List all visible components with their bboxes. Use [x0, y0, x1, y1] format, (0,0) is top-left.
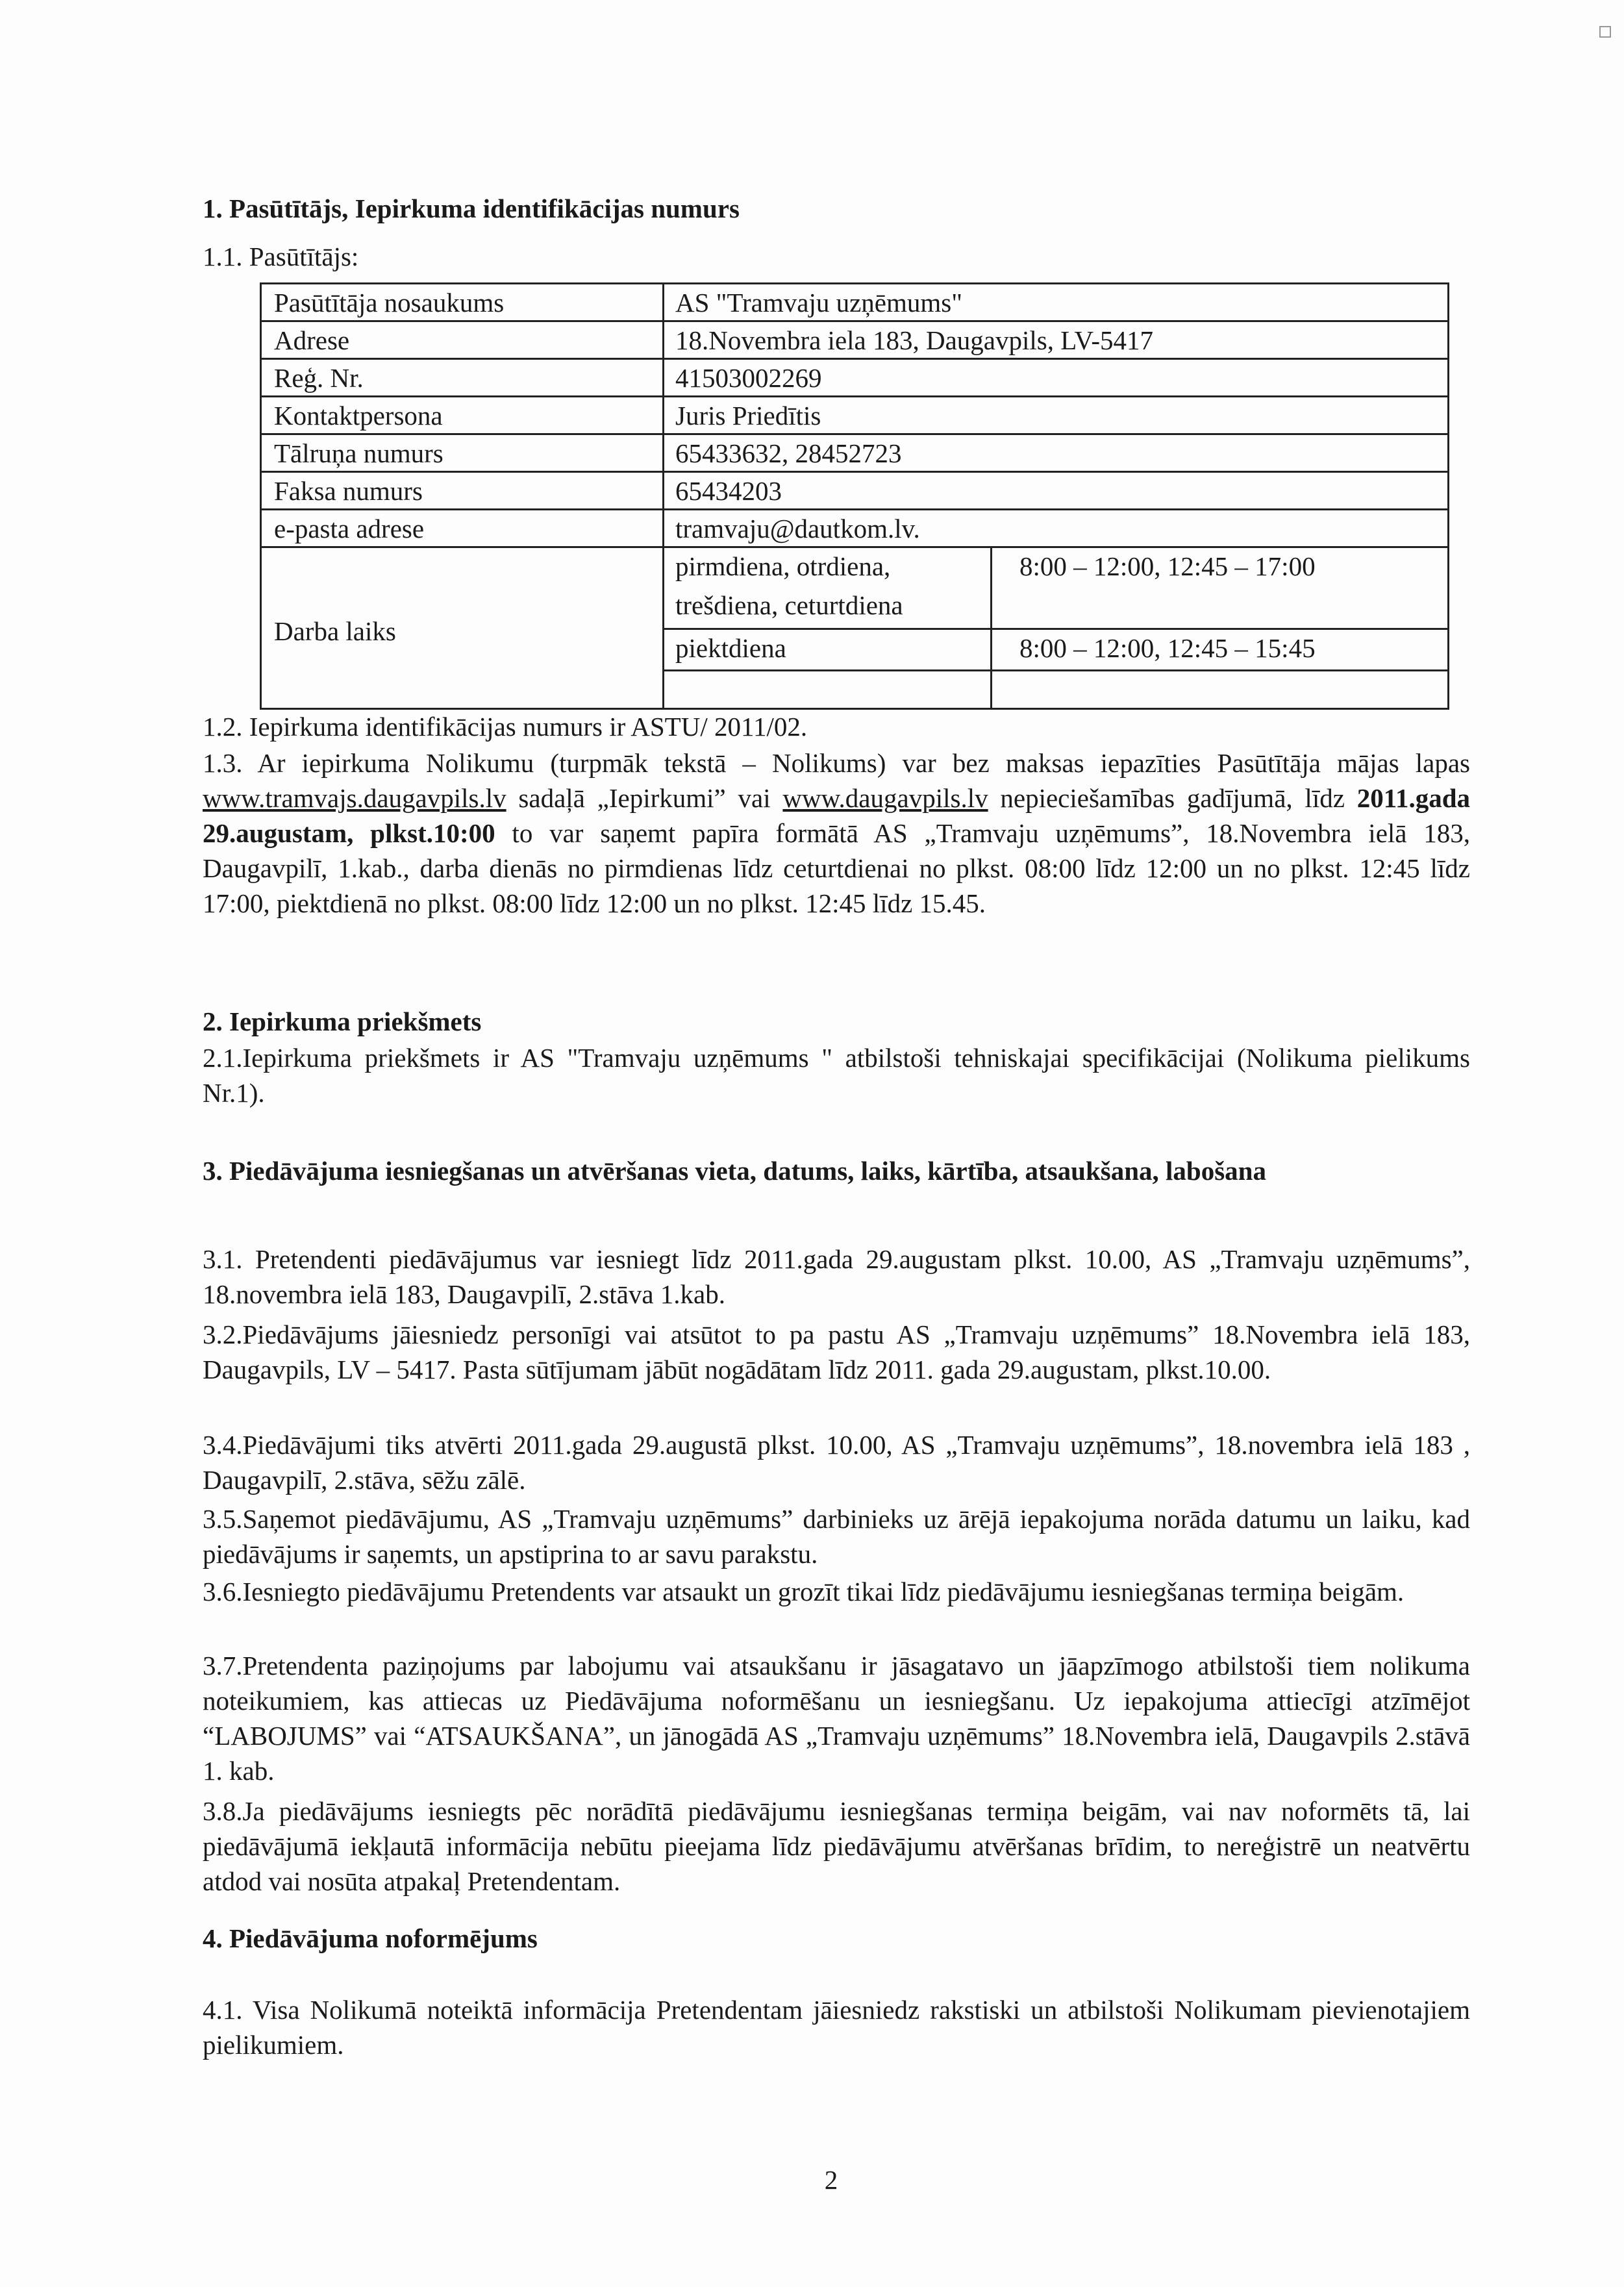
paragraph-3-6: 3.6.Iesniegto piedāvājumu Pretendents var atsaukt un grozīt tikai līdz piedāvājumu iesniegšanas termiņa beigām. [203, 1577, 1405, 1606]
work-days-cont: trešdiena, ceturtdiena [675, 590, 903, 620]
subsection-1-1: 1.1. Pasūtītājs: [203, 242, 359, 271]
paragraph-4-1: 4.1. Visa Nolikumā noteiktā informācija Pretendentam jāiesniedz rakstiski un atbilstoši Nolikumam pievienotajiem pielikumiem. [203, 1995, 1470, 2060]
table-row-value: tramvaju@dautkom.lv. [675, 514, 920, 544]
paragraph-1-3: 1.3. Ar iepirkuma Nolikumu (turpmāk tekstā – Nolikums) var bez maksas iepazīties Pasūtītāja mājas lapas www.tramvajs.daugavpils.lv sadaļā „Iepirkumi” vai www.daugavpils.lv nepieciešamības gadījumā, līdz 2011.gada 29.augustam, plkst.10:00 to var saņemt papīra formātā AS „Tramvaju uzņēmums”, 18.Novembra ielā 183, Daugavpilī, 1.kab., darba dienās no pirmdienas līdz ceturtdienai no plkst. 08:00 līdz 12:00 un no plkst. 12:45 līdz 17:00, piektdienā no plkst. 08:00 līdz 12:00 un no plkst. 12:45 līdz 15.45. [203, 748, 1471, 918]
table-row-value: 65434203 [675, 476, 782, 506]
paragraph-3-8: 3.8.Ja piedāvājums iesniegts pēc norādītā piedāvājumu iesniegšanas termiņa beigām, vai nav noformēts tā, lai piedāvājumā iekļautā informācija nebūtu pieejama līdz piedāvājumu atvēršanas brīdim, to nereģistrē un neatvērtu atdod vai nosūta atpakaļ Pretendentam. [203, 1796, 1470, 1896]
paragraph-3-7: 3.7.Pretendenta paziņojums par labojumu vai atsaukšanu ir jāsagatavo un jāapzīmogo atbilstoši tiem nolikuma noteikumiem, kas attiecas uz Piedāvājuma noformēšanu un iesniegšanu. Uz iepakojuma attiecīgi atzīmējot “LABOJUMS” vai “ATSAUKŠANA”, un jānogādā AS „Tramvaju uzņēmums” 18.Novembra ielā, Daugavpils 2.stāvā 1. kab. [203, 1651, 1470, 1786]
section-4-heading: 4. Piedāvājuma noformējums [203, 1923, 538, 1953]
table-row-value: 65433632, 28452723 [675, 438, 902, 468]
work-days: piektdiena [675, 633, 786, 663]
link-daugavpils[interactable]: www.daugavpils.lv [782, 783, 988, 813]
table-row-value: Juris Priedītis [675, 401, 821, 431]
paragraph-3-4: 3.4.Piedāvājumi tiks atvērti 2011.gada 29.augustā plkst. 10.00, AS „Tramvaju uzņēmums”, 18.novembra ielā 183 , Daugavpilī, 2.stāva, sēžu zālē. [203, 1430, 1470, 1495]
work-days: pirmdiena, otrdiena, [675, 551, 891, 581]
paragraph-3-1: 3.1. Pretendenti piedāvājumus var iesniegt līdz 2011.gada 29.augustam plkst. 10.00, AS „Tramvaju uzņēmums”, 18.novembra ielā 183, Daugavpilī, 2.stāva 1.kab. [203, 1244, 1470, 1309]
table-row-label: Faksa numurs [274, 476, 423, 506]
table-row-value: 18.Novembra iela 183, Daugavpils, LV-5417 [675, 325, 1153, 355]
section-1-heading: 1. Pasūtītājs, Iepirkuma identifikācijas numurs [203, 194, 740, 223]
scan-artifact [1599, 26, 1611, 38]
paragraph-3-5: 3.5.Saņemot piedāvājumu, AS „Tramvaju uzņēmums” darbinieks uz ārējā iepakojuma norāda datumu un laiku, kad piedāvājums ir saņemts, un apstiprina to ar savu parakstu. [203, 1504, 1470, 1569]
table-row-label: Kontaktpersona [274, 401, 443, 431]
section-2-heading: 2. Iepirkuma priekšmets [203, 1006, 482, 1036]
section-3-heading: 3. Piedāvājuma iesniegšanas un atvēršanas vieta, datums, laiks, kārtība, atsaukšana, labošana [203, 1156, 1266, 1186]
table-row-value: AS "Tramvaju uzņēmums" [675, 288, 962, 318]
table-row-label: Pasūtītāja nosaukums [274, 288, 505, 318]
paragraph-2-1: 2.1.Iepirkuma priekšmets ir AS "Tramvaju uzņēmums " atbilstoši tehniskajai specifikācijai (Nolikuma pielikums Nr.1). [203, 1043, 1470, 1108]
paragraph-1-2: 1.2. Iepirkuma identifikācijas numurs ir ASTU/ 2011/02. [203, 712, 808, 742]
page-number: 2 [824, 2165, 838, 2195]
table-row-label: Reģ. Nr. [274, 363, 364, 393]
table-row-value: 41503002269 [675, 363, 822, 393]
table-row-label: Tālruņa numurs [274, 438, 443, 468]
work-hours: 8:00 – 12:00, 12:45 – 17:00 [1019, 551, 1316, 581]
work-hours: 8:00 – 12:00, 12:45 – 15:45 [1019, 633, 1316, 663]
paragraph-3-2: 3.2.Piedāvājums jāiesniedz personīgi vai atsūtot to pa pastu AS „Tramvaju uzņēmums” 18.Novembra ielā 183, Daugavpils, LV – 5417. Pasta sūtījumam jābūt nogādātam līdz 2011. gada 29.augustam, plkst.10.00. [203, 1319, 1470, 1384]
table-row-label: e-pasta adrese [274, 514, 425, 544]
work-hours-label: Darba laiks [274, 616, 396, 646]
table-row-label: Adrese [274, 325, 350, 355]
link-tramvajs[interactable]: www.tramvajs.daugavpils.lv [203, 783, 506, 813]
client-info-table [260, 282, 1449, 710]
